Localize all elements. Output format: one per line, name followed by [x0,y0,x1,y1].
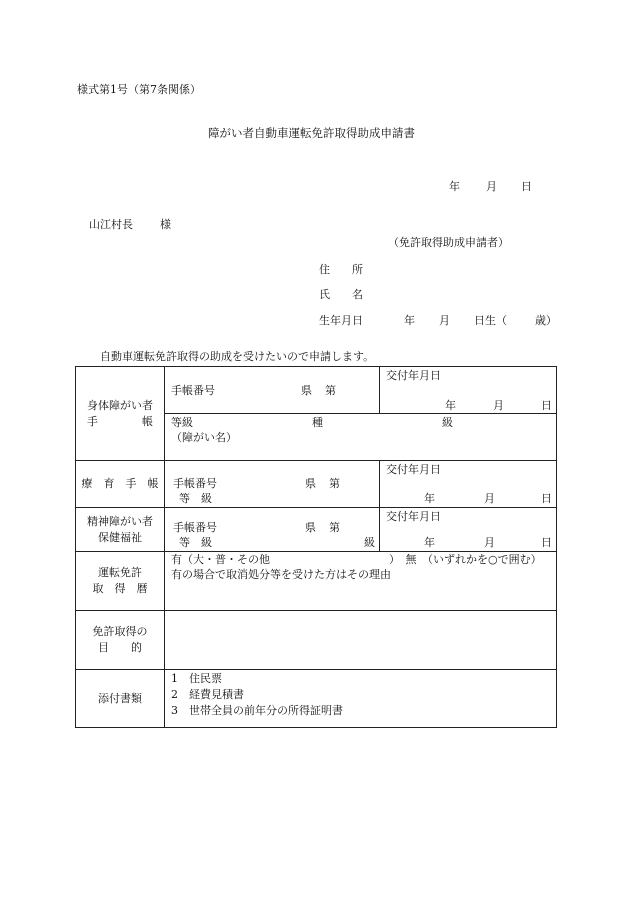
type-label: 種 [312,416,323,429]
ryoiku-techo-row [76,461,557,508]
issue-month-label: 月 [493,399,504,412]
kyu-label: 級 [442,416,453,429]
purpose-label-2: 目 的 [98,641,142,654]
addressee-honorific: 様 [160,218,171,231]
number-prefix-label: 第 [329,477,340,490]
birth-month-label: 月 [439,314,450,327]
issue-date-label: 交付年月日 [386,510,441,523]
intro-text: 自動車運転免許取得の助成を受けたいので申請します。 [100,350,375,363]
number-prefix-label: 第 [325,384,336,397]
form-number: 様式第1号（第7条関係） [77,83,201,96]
license-history-reason-note: 有の場合で取消処分等を受けた方はその理由 [171,568,391,581]
issue-month-label: 月 [484,492,495,505]
ryoiku-issue-date-cell[interactable] [380,461,557,508]
date-month-label: 月 [486,180,497,193]
issue-day-label: 日 [541,492,552,505]
date-day-label: 日 [521,180,532,193]
license-history-cell[interactable] [165,552,557,611]
techo-number-label: 手帳番号 [171,384,215,397]
attachment-item: 2 経費見積書 [171,688,244,701]
grade-label: 等 級 [179,536,212,549]
physical-techo-row [76,367,557,414]
applicant-caption: （免許取得助成申請者） [388,236,509,249]
issue-date-label: 交付年月日 [386,369,441,382]
license-history-options-note: ） 無 （いずれかを○で囲む） [389,553,542,566]
number-prefix-label: 第 [329,521,340,534]
birth-day-age-label: 日生（ [474,314,507,327]
license-history-label: 運転免許 [98,566,142,580]
purpose-field[interactable] [165,611,557,670]
purpose-label-cell [76,611,165,670]
physical-techo-label-cell [76,367,165,461]
issue-day-label: 日 [541,399,552,412]
mental-techo-label: 精神障がい者 [87,514,153,528]
attachments-list-cell [165,670,557,728]
attachments-label: 添付書類 [76,670,165,728]
ryoiku-techo-label: 療 育 手 帳 [76,461,165,508]
physical-techo-label-2: 手 帳 [87,414,153,428]
application-form-table [75,366,557,728]
purpose-row [76,611,557,670]
license-history-options: 有（大・普・その他 [171,553,270,566]
disability-name-label: （障がい名） [171,431,237,444]
prefecture-label: 県 [305,521,316,534]
physical-techo-label: 身体障がい者 [87,398,153,412]
purpose-label: 免許取得の [92,625,148,639]
grade-label: 等 級 [179,492,212,505]
document-title: 障がい者自動車運転免許取得助成申請書 [208,126,415,140]
license-history-label-2: 取 得 暦 [92,582,148,595]
addressee-name: 山江村長 [89,218,133,231]
attachment-item: 1 住民票 [171,672,222,685]
issue-year-label: 年 [424,492,435,505]
license-history-row [76,552,557,611]
license-history-label-cell [76,552,165,611]
issue-month-label: 月 [484,536,495,549]
issue-day-label: 日 [541,536,552,549]
prefecture-label: 県 [305,477,316,490]
grade-label: 等級 [171,416,193,429]
issue-date-label: 交付年月日 [386,463,441,476]
age-suffix-label: 歳） [535,314,557,327]
birth-date-label: 生年月日 [319,314,363,327]
physical-grade-cell[interactable] [165,414,557,461]
mental-techo-number-cell[interactable] [165,508,380,552]
issue-year-label: 年 [424,536,435,549]
techo-number-label: 手帳番号 [173,521,217,534]
physical-techo-number-cell[interactable] [165,367,380,414]
mental-techo-label-cell [76,508,165,552]
attachment-item: 3 世帯全員の前年分の所得証明書 [171,704,343,717]
ryoiku-techo-number-cell[interactable] [165,461,380,508]
mental-issue-date-cell[interactable] [380,508,557,552]
mental-techo-label-2: 保健福祉 [98,530,142,544]
address-label: 住 所 [319,263,363,276]
techo-number-label: 手帳番号 [173,477,217,490]
mental-techo-row [76,508,557,552]
birth-year-label: 年 [404,314,415,327]
kyu-label: 級 [364,536,375,549]
date-year-label: 年 [449,180,460,193]
prefecture-label: 県 [301,384,312,397]
name-label: 氏 名 [319,288,363,301]
issue-year-label: 年 [445,399,456,412]
attachments-row [76,670,557,728]
physical-issue-date-cell[interactable] [380,367,557,414]
